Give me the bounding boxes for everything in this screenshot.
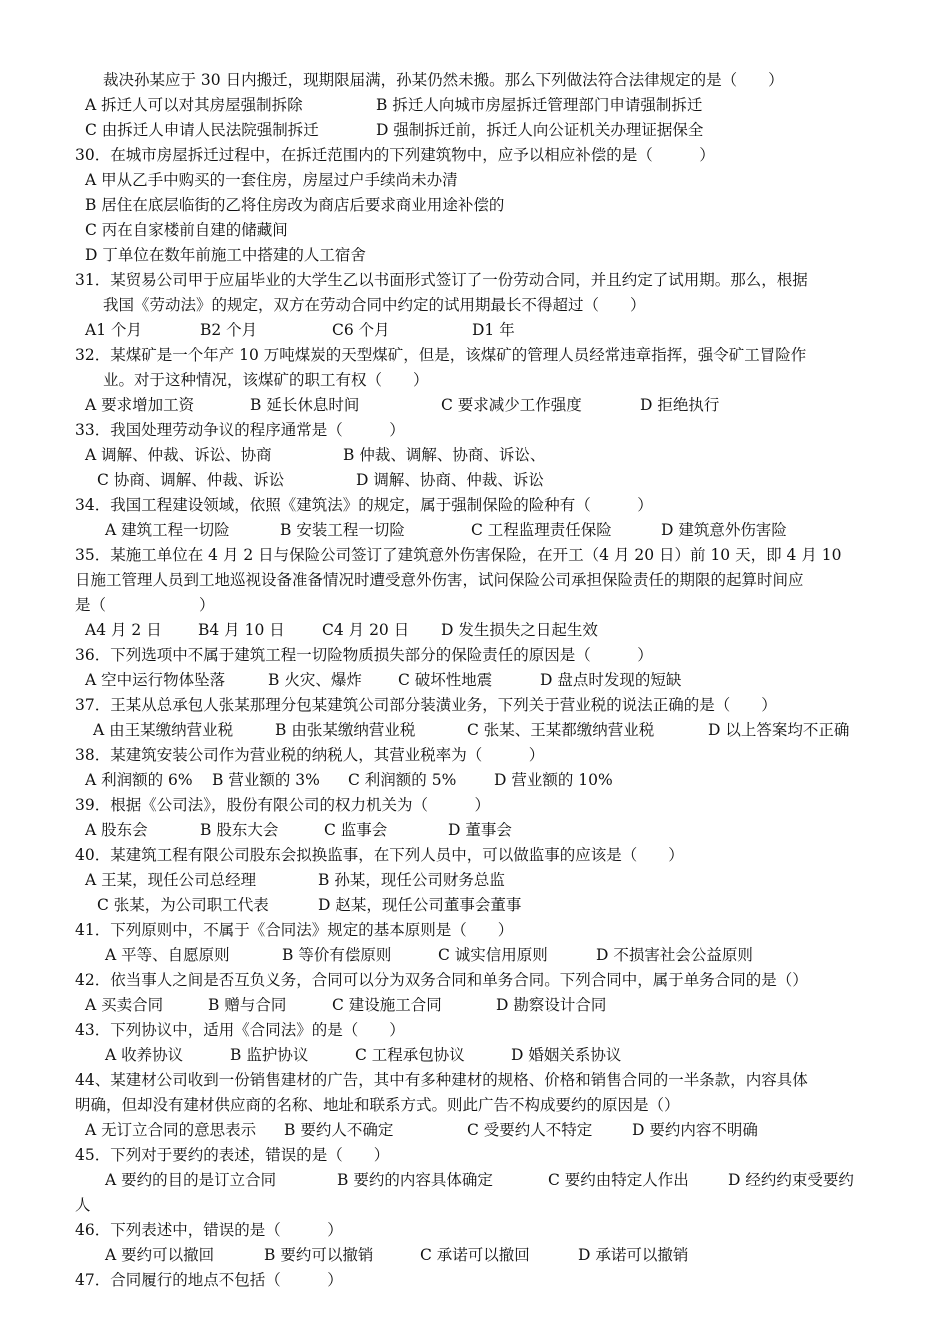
option-b: B 要约人不确定 bbox=[284, 1121, 394, 1139]
option-b: B 孙某，现任公司财务总监 bbox=[318, 871, 505, 889]
option-a: A 无订立合同的意思表示 bbox=[85, 1121, 257, 1139]
option-d: D 经约约束受要约 bbox=[728, 1171, 854, 1189]
question-stem: 裁决孙某应于 30 日内搬迁，现期限届满，孙某仍然未搬。那么下列做法符合法律规定的是（ ） bbox=[103, 71, 784, 89]
option-b: B 股东大会 bbox=[200, 821, 279, 839]
option-d-wrap: 人 bbox=[75, 1196, 91, 1214]
question-stem: 31．某贸易公司甲于应届毕业的大学生乙以书面形式签订了一份劳动合同，并且约定了试用期。那么，根据 bbox=[75, 271, 808, 289]
option-a: A4 月 2 日 bbox=[85, 621, 162, 639]
option-a: A 买卖合同 bbox=[85, 996, 164, 1014]
option-b: B4 月 10 日 bbox=[198, 621, 285, 639]
option-d: D 承诺可以撤销 bbox=[578, 1246, 689, 1264]
option-b: B 要约的内容具体确定 bbox=[337, 1171, 493, 1189]
option-c: C 利润额的 5% bbox=[348, 771, 457, 789]
question-stem-cont: 我国《劳动法》的规定，双方在劳动合同中约定的试用期最长不得超过（ ） bbox=[103, 296, 646, 314]
option-b: B 赠与合同 bbox=[208, 996, 287, 1014]
option-c: C4 月 20 日 bbox=[322, 621, 410, 639]
option-b: B 仲裁、调解、协商、诉讼、 bbox=[343, 446, 546, 464]
option-a: A 王某，现任公司总经理 bbox=[85, 871, 257, 889]
question-stem: 32．某煤矿是一个年产 10 万吨煤炭的天型煤矿，但是，该煤矿的管理人员经常违章指挥，强令矿工冒险作 bbox=[75, 346, 807, 364]
question-stem: 37．王某从总承包人张某那理分包某建筑公司部分装潢业务，下列关于营业税的说法正确的是（ ） bbox=[75, 696, 777, 714]
question-stem: 34．我国工程建设领域，依照《建筑法》的规定，属于强制保险的险种有（ ） bbox=[75, 496, 653, 514]
question-stem: 30．在城市房屋拆迁过程中，在拆迁范围内的下列建筑物中，应予以相应补偿的是（ ） bbox=[75, 146, 715, 164]
question-stem: 46．下列表述中，错误的是（ ） bbox=[75, 1221, 343, 1239]
option-d: D 建筑意外伤害险 bbox=[661, 521, 787, 539]
option-c: C6 个月 bbox=[332, 321, 390, 339]
option-d: D 发生损失之日起生效 bbox=[441, 621, 598, 639]
option-c: C 工程监理责任保险 bbox=[471, 521, 612, 539]
option-d: D 以上答案均不正确 bbox=[708, 721, 850, 739]
option-a: A 由王某缴纳营业税 bbox=[93, 721, 234, 739]
option-b: B 营业额的 3% bbox=[212, 771, 320, 789]
question-stem: 40．某建筑工程有限公司股东会拟换监事，在下列人员中，可以做监事的应该是（ ） bbox=[75, 846, 684, 864]
option-d: D 要约内容不明确 bbox=[632, 1121, 758, 1139]
option-d: D 婚姻关系协议 bbox=[511, 1046, 622, 1064]
question-stem-cont: 业。对于这种情况，该煤矿的职工有权（ ） bbox=[103, 371, 429, 389]
option-c: C 受要约人不特定 bbox=[467, 1121, 593, 1139]
option-d: D 丁单位在数年前施工中搭建的人工宿舍 bbox=[85, 246, 366, 264]
question-stem: 36．下列选项中不属于建筑工程一切险物质损失部分的保险责任的原因是（ ） bbox=[75, 646, 653, 664]
option-b: B 安装工程一切险 bbox=[280, 521, 405, 539]
option-d: D 盘点时发现的短缺 bbox=[540, 671, 682, 689]
question-stem: 45．下列对于要约的表述，错误的是（ ） bbox=[75, 1146, 390, 1164]
option-c: C 工程承包协议 bbox=[355, 1046, 465, 1064]
question-stem-cont: 是（ ） bbox=[75, 596, 215, 614]
option-c: C 要约由特定人作出 bbox=[548, 1171, 689, 1189]
question-stem: 43．下列协议中，适用《合同法》的是（ ） bbox=[75, 1021, 405, 1039]
option-c: C 丙在自家楼前自建的储藏间 bbox=[85, 221, 288, 239]
option-d: D 勘察设计合同 bbox=[496, 996, 607, 1014]
option-a: A 股东会 bbox=[85, 821, 148, 839]
question-stem: 41．下列原则中，不属于《合同法》规定的基本原则是（ ） bbox=[75, 921, 514, 939]
option-c: C 要求减少工作强度 bbox=[441, 396, 582, 414]
option-c: C 张某，为公司职工代表 bbox=[97, 896, 269, 914]
option-a: A 收养协议 bbox=[105, 1046, 184, 1064]
option-b: B 居住在底层临街的乙将住房改为商店后要求商业用途补偿的 bbox=[85, 196, 505, 214]
question-stem: 35．某施工单位在 4 月 2 日与保险公司签订了建筑意外伤害保险，在开工（4 月 20 日）前 10 天，即 4 月 10 bbox=[75, 546, 842, 564]
option-c: C 张某、王某都缴纳营业税 bbox=[467, 721, 655, 739]
question-stem: 39．根据《公司法》，股份有限公司的权力机关为（ ） bbox=[75, 796, 490, 814]
option-b: B2 个月 bbox=[200, 321, 258, 339]
question-stem: 33．我国处理劳动争议的程序通常是（ ） bbox=[75, 421, 405, 439]
question-stem: 47．合同履行的地点不包括（ ） bbox=[75, 1271, 343, 1289]
option-a: A 空中运行物体坠落 bbox=[85, 671, 226, 689]
option-a: A 要约的目的是订立合同 bbox=[105, 1171, 277, 1189]
question-stem: 38．某建筑安装公司作为营业税的纳税人，其营业税率为（ ） bbox=[75, 746, 545, 764]
option-d: D 营业额的 10% bbox=[494, 771, 613, 789]
option-c: C 监事会 bbox=[324, 821, 388, 839]
option-b: B 监护协议 bbox=[230, 1046, 309, 1064]
option-a: A 甲从乙手中购买的一套住房，房屋过户手续尚未办清 bbox=[85, 171, 458, 189]
question-stem-cont: 明确，但却没有建材供应商的名称、地址和联系方式。则此广告不构成要约的原因是（） bbox=[75, 1096, 680, 1114]
option-c: C 承诺可以撤回 bbox=[420, 1246, 530, 1264]
option-a: A 利润额的 6% bbox=[85, 771, 193, 789]
option-a: A1 个月 bbox=[85, 321, 142, 339]
option-d: D 不损害社会公益原则 bbox=[596, 946, 753, 964]
option-b: B 要约可以撤销 bbox=[264, 1246, 374, 1264]
option-b: B 等价有偿原则 bbox=[282, 946, 392, 964]
option-c: C 诚实信用原则 bbox=[438, 946, 548, 964]
option-d: D1 年 bbox=[472, 321, 515, 339]
option-d: D 调解、协商、仲裁、诉讼 bbox=[356, 471, 544, 489]
option-b: B 延长休息时间 bbox=[250, 396, 360, 414]
option-b: B 由张某缴纳营业税 bbox=[275, 721, 416, 739]
option-a: A 平等、自愿原则 bbox=[105, 946, 230, 964]
option-a: A 调解、仲裁、诉讼、协商 bbox=[85, 446, 272, 464]
question-stem: 42．依当事人之间是否互负义务，合同可以分为双务合同和单务合同。下列合同中，属于单务合同的是（） bbox=[75, 971, 808, 989]
option-a: A 拆迁人可以对其房屋强制拆除 bbox=[85, 96, 303, 114]
option-c: C 协商、调解、仲裁、诉讼 bbox=[97, 471, 285, 489]
option-a: A 要求增加工资 bbox=[85, 396, 195, 414]
option-c: C 破坏性地震 bbox=[398, 671, 493, 689]
option-c: C 由拆迁人申请人民法院强制拆迁 bbox=[85, 121, 319, 139]
question-stem-cont: 日施工管理人员到工地巡视设备准备情况时遭受意外伤害，试问保险公司承担保险责任的期限的起算时间应 bbox=[75, 571, 804, 589]
option-b: B 拆迁人向城市房屋拆迁管理部门申请强制拆迁 bbox=[376, 96, 703, 114]
option-d: D 董事会 bbox=[448, 821, 512, 839]
option-d: D 赵某，现任公司董事会董事 bbox=[318, 896, 522, 914]
option-b: B 火灾、爆炸 bbox=[268, 671, 362, 689]
option-a: A 建筑工程一切险 bbox=[105, 521, 230, 539]
question-stem: 44、某建材公司收到一份销售建材的广告，其中有多种建材的规格、价格和销售合同的一半条款，内容具体 bbox=[75, 1071, 808, 1089]
option-d: D 强制拆迁前，拆迁人向公证机关办理证据保全 bbox=[376, 121, 704, 139]
option-d: D 拒绝执行 bbox=[640, 396, 720, 414]
option-c: C 建设施工合同 bbox=[332, 996, 442, 1014]
option-a: A 要约可以撤回 bbox=[105, 1246, 215, 1264]
